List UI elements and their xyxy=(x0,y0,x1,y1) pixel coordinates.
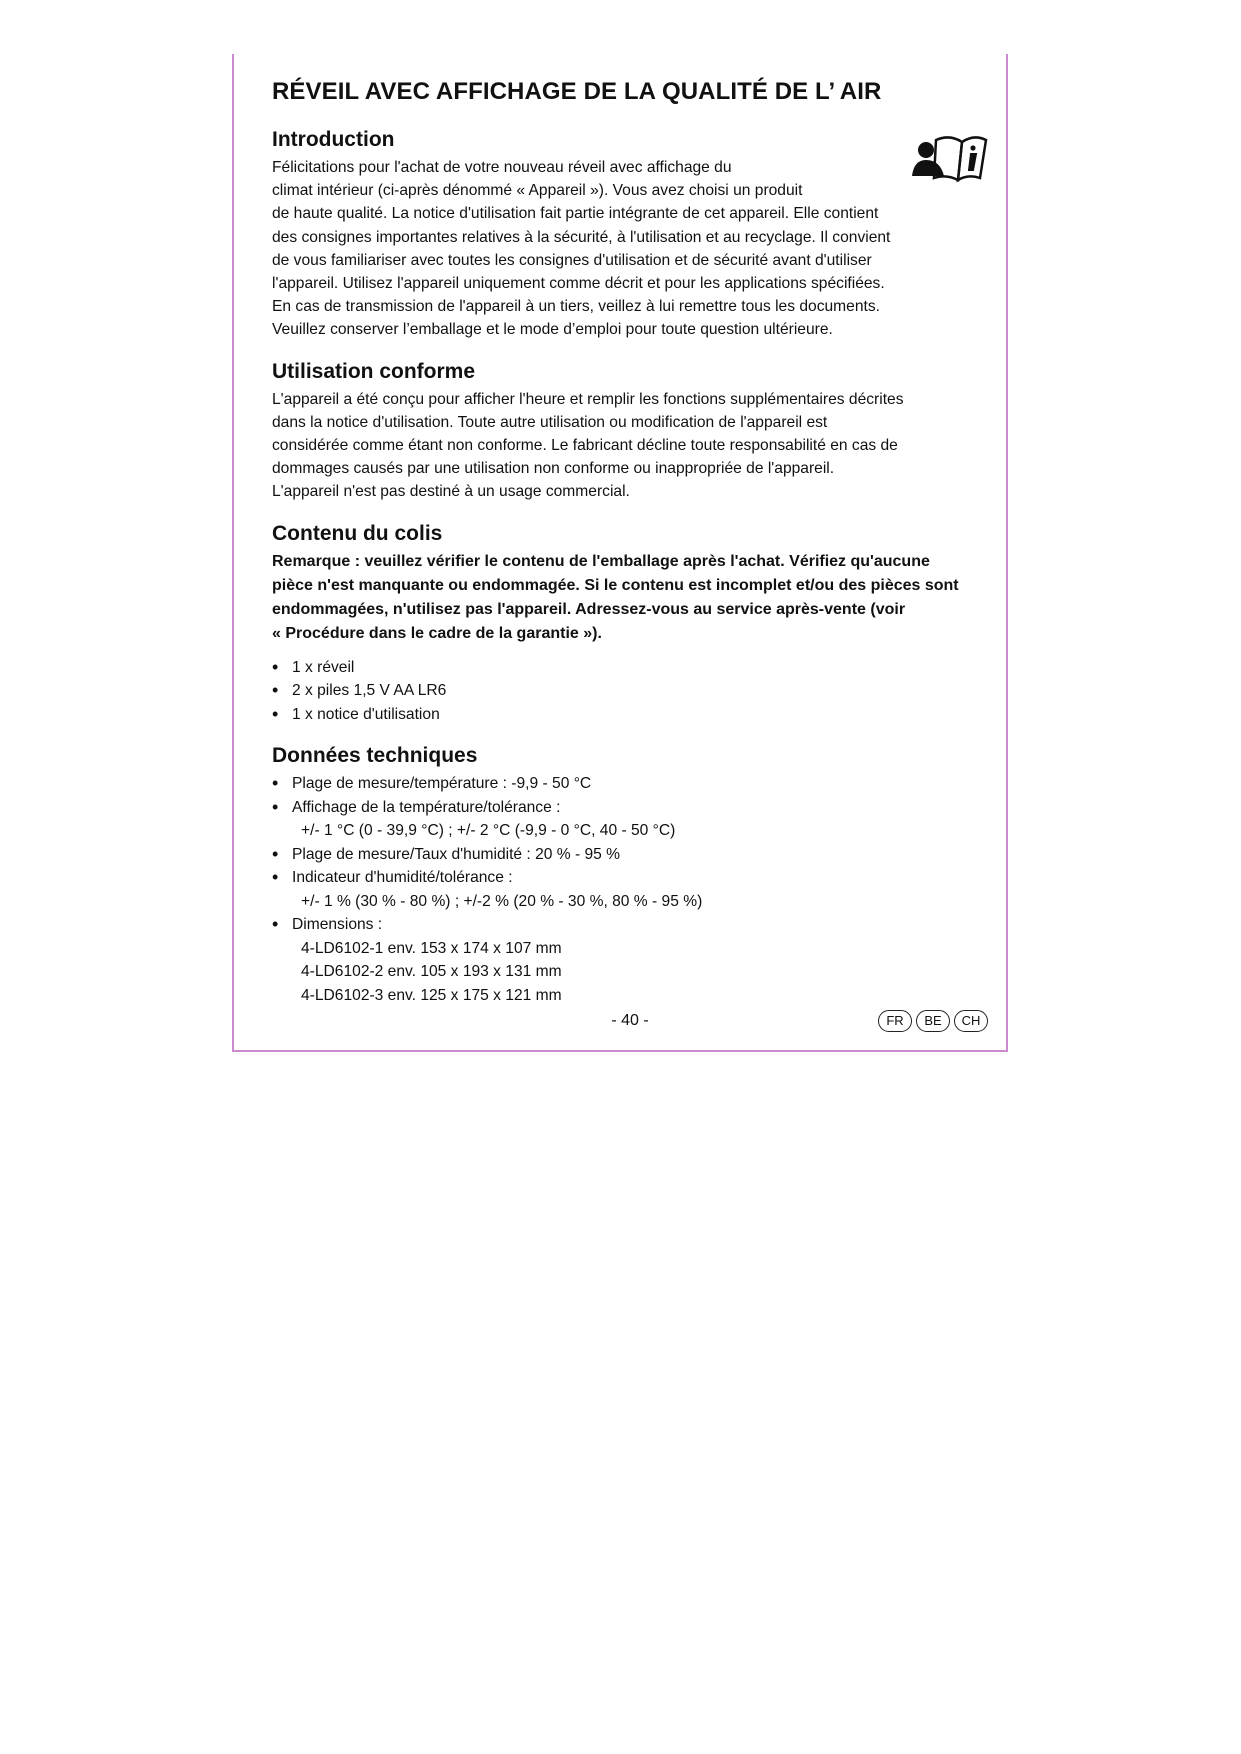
text-line: L'appareil a été conçu pour afficher l'heure et remplir les fonctions supplémentaires décrites xyxy=(272,390,904,408)
page-number: - 40 - xyxy=(611,1012,649,1029)
spec-subline: +/- 1 % (30 % - 80 %) ; +/-2 % (20 % - 30 %, 80 % - 95 %) xyxy=(301,892,703,910)
introduction-heading: Introduction xyxy=(272,128,395,151)
reader-info-icon xyxy=(910,130,988,192)
text-line: des consignes importantes relatives à la sécurité, à l'utilisation et au recyclage. Il convient xyxy=(272,228,891,246)
text-line: climat intérieur (ci-après dénommé « Appareil »). Vous avez choisi un produit xyxy=(272,182,803,200)
text-line: dans la notice d'utilisation. Toute autre utilisation ou modification de l'appareil est xyxy=(272,413,828,431)
country-badge-be: BE xyxy=(916,1010,950,1032)
usage-text xyxy=(272,388,988,504)
spec-subline: 4-LD6102-2 env. 105 x 193 x 131 mm xyxy=(301,963,562,981)
document-content xyxy=(272,78,988,1025)
text-line: de vous familiariser avec toutes les consignes d'utilisation et de sécurité avant d'utiliser xyxy=(272,251,872,269)
list-item xyxy=(272,796,988,843)
list-item xyxy=(272,866,988,913)
text-line: Félicitations pour l'achat de votre nouveau réveil avec affichage du xyxy=(272,159,732,176)
section-usage xyxy=(272,360,988,504)
country-badges xyxy=(878,1010,988,1032)
spec-line: Dimensions : xyxy=(292,916,383,934)
text-line: endommagées, n'utilisez pas l'appareil. Adressez-vous au service après-vente (voir xyxy=(272,600,906,618)
spec-line: Indicateur d'humidité/tolérance : xyxy=(292,869,513,887)
introduction-text xyxy=(272,156,988,342)
page-footer xyxy=(272,1008,988,1038)
text-line: pièce n'est manquante ou endommagée. Si le contenu est incomplet et/ou des pièces sont xyxy=(272,576,959,594)
list-item xyxy=(272,913,988,1007)
contents-heading: Contenu du colis xyxy=(272,521,443,545)
usage-heading: Utilisation conforme xyxy=(272,359,476,383)
contents-list xyxy=(272,656,988,727)
page-title: RÉVEIL AVEC AFFICHAGE DE LA QUALITÉ DE L’ AIR xyxy=(272,78,882,105)
text-line: « Procédure dans le cadre de la garantie »). xyxy=(272,624,602,642)
text-line: veuillez vérifier le contenu de l'emballage après l'achat. Vérifiez qu'aucune xyxy=(360,552,930,570)
text-line: de haute qualité. La notice d'utilisation fait partie intégrante de cet appareil. Elle contient xyxy=(272,205,879,223)
text-line: Veuillez conserver l’emballage et le mode d’emploi pour toute question ultérieure. xyxy=(272,321,833,339)
country-badge-fr: FR xyxy=(878,1010,912,1032)
spec-line: Plage de mesure/température : -9,9 - 50 °C xyxy=(292,775,592,793)
remark-text xyxy=(272,550,988,646)
spec-subline: +/- 1 °C (0 - 39,9 °C) ; +/- 2 °C (-9,9 - 0 °C, 40 - 50 °C) xyxy=(301,822,676,840)
country-badge-ch: CH xyxy=(954,1010,988,1032)
section-technical xyxy=(272,744,988,1007)
technical-list xyxy=(272,772,988,1007)
section-introduction xyxy=(272,128,988,342)
list-item: • 2 x piles 1,5 V AA LR6 xyxy=(272,679,988,703)
text-line: dommages causés par une utilisation non conforme ou inappropriée de l'appareil. xyxy=(272,460,835,478)
text-line: L'appareil n'est pas destiné à un usage commercial. xyxy=(272,483,630,501)
text-line: l'appareil. Utilisez l'appareil uniquement comme décrit et pour les applications spécifiées. xyxy=(272,275,885,293)
spec-line: Affichage de la température/tolérance : xyxy=(292,798,561,816)
text-line: considérée comme étant non conforme. Le fabricant décline toute responsabilité en cas de xyxy=(272,437,898,455)
technical-heading: Données techniques xyxy=(272,744,478,768)
list-item: • 1 x réveil xyxy=(272,656,988,680)
list-item xyxy=(272,772,988,796)
spec-subline: 4-LD6102-3 env. 125 x 175 x 121 mm xyxy=(301,986,562,1004)
spec-subline: 4-LD6102-1 env. 153 x 174 x 107 mm xyxy=(301,939,562,957)
text-line: En cas de transmission de l'appareil à un tiers, veillez à lui remettre tous les documents. xyxy=(272,298,880,316)
section-contents xyxy=(272,522,988,727)
remark-label: Remarque : xyxy=(272,552,361,570)
list-item: • 1 x notice d'utilisation xyxy=(272,703,988,727)
spec-line: Plage de mesure/Taux d'humidité : 20 % - 95 % xyxy=(292,845,621,863)
list-item xyxy=(272,843,988,867)
